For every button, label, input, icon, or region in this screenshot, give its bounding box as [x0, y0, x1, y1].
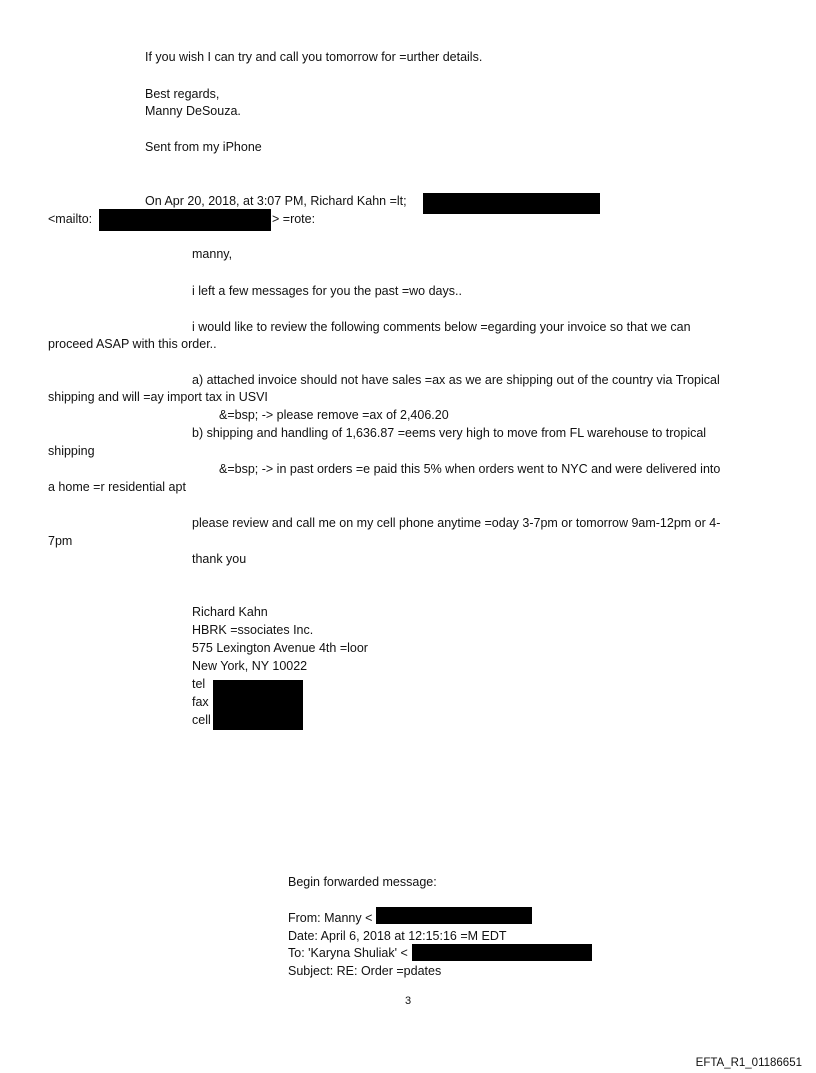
redaction-bar: [376, 907, 532, 924]
item-b-note: a home =r residential apt: [48, 480, 186, 494]
redaction-bar: [423, 193, 600, 214]
item-a-line: a) attached invoice should not have sales =ax as we are shipping out of the country via Tropical: [192, 373, 720, 387]
item-b-line: b) shipping and handling of 1,636.87 =eems very high to move from FL warehouse to tropical: [192, 426, 707, 440]
item-b-line: shipping: [48, 444, 95, 458]
greeting-line: manny,: [192, 247, 233, 261]
sig-name: Richard Kahn: [192, 605, 268, 619]
forwarded-date: Date: April 6, 2018 at 12:15:16 =M EDT: [288, 929, 507, 943]
call-request-line: 7pm: [48, 534, 73, 548]
sig-fax: fax: [192, 695, 209, 709]
wrote-suffix: > =rote:: [272, 212, 316, 226]
redaction-bar: [412, 944, 592, 961]
sig-address: 575 Lexington Avenue 4th =loor: [192, 641, 368, 655]
intro-line: If you wish I can try and call you tomorrow for =urther details.: [145, 50, 483, 64]
sig-city: New York, NY 10022: [192, 659, 308, 673]
forwarded-subject: Subject: RE: Order =pdates: [288, 964, 442, 978]
redaction-bar: [213, 680, 303, 730]
forwarded-begin: Begin forwarded message:: [288, 875, 437, 889]
redaction-bar: [99, 209, 271, 231]
page-number: 3: [404, 995, 412, 1007]
sig-company: HBRK =ssociates Inc.: [192, 623, 314, 637]
signature-line: Manny DeSouza.: [145, 104, 241, 118]
regards-line: Best regards,: [145, 87, 220, 101]
item-b-note: &=bsp; -> in past orders =e paid this 5% when orders went to NYC and were delivered into: [219, 462, 721, 476]
item-a-line: shipping and will =ay import tax in USVI: [48, 390, 268, 404]
call-request-line: please review and call me on my cell phone anytime =oday 3-7pm or tomorrow 9am-12pm or 4-: [192, 516, 721, 530]
body-paragraph: proceed ASAP with this order..: [48, 337, 217, 351]
body-paragraph: i left a few messages for you the past =wo days..: [192, 284, 462, 298]
sig-tel: tel: [192, 677, 206, 691]
forwarded-to: To: 'Karyna Shuliak' <: [288, 946, 408, 960]
mailto-prefix: <mailto:: [48, 212, 93, 226]
forwarded-from: From: Manny <: [288, 911, 373, 925]
sent-from-line: Sent from my iPhone: [145, 140, 262, 154]
item-a-note: &=bsp; -> please remove =ax of 2,406.20: [219, 408, 449, 422]
sig-cell: cell: [192, 713, 211, 727]
bates-number: EFTA_R1_01186651: [695, 1057, 802, 1069]
body-paragraph: i would like to review the following comments below =egarding your invoice so that we can: [192, 320, 691, 334]
thanks-line: thank you: [192, 552, 247, 566]
quoted-on-line: On Apr 20, 2018, at 3:07 PM, Richard Kahn =lt;: [145, 194, 407, 208]
